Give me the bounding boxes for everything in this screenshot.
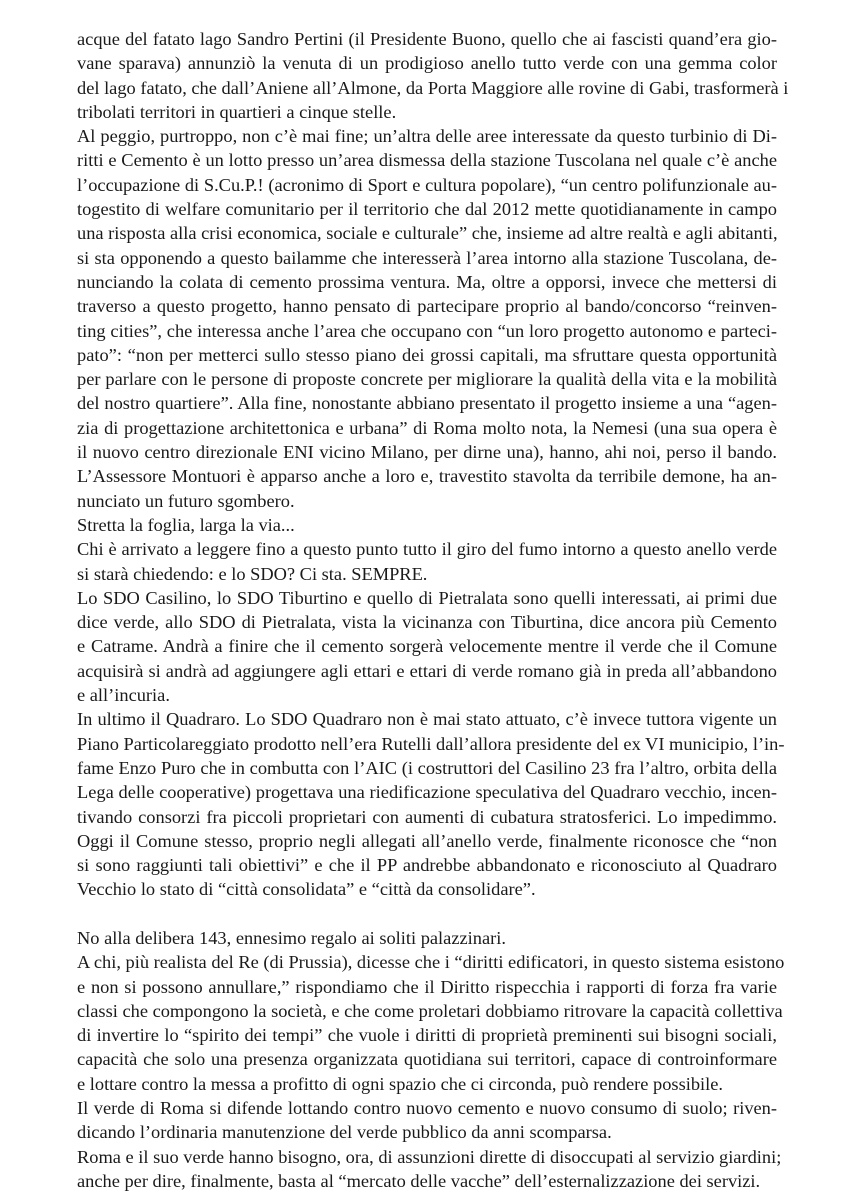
paragraph-spacer <box>77 902 777 926</box>
text-line: In ultimo il Quadraro. Lo SDO Quadraro non è mai stato attuato, c’è invece tuttora vigente un <box>77 709 777 730</box>
text-line: l’occupazione di S.Cu.P.! (acronimo di Sport e cultura popolare), “un centro polifunzionale au- <box>77 174 777 195</box>
text-line: A chi, più realista del Re (di Prussia), dicesse che i “diritti edificatori, in questo sistema esistono <box>77 952 785 973</box>
text-line: e all’incuria. <box>77 685 170 706</box>
paragraph <box>77 1096 777 1145</box>
text-line: classi che compongono la società, e che come proletari dobbiamo ritrovare la capacità collettiva <box>77 1000 783 1021</box>
text-line: capacità che solo una presenza organizzata quotidiana sui territori, capace di controinformare <box>77 1049 777 1070</box>
text-line: Roma e il suo verde hanno bisogno, ora, di assunzioni dirette di disoccupati al servizio giardini; <box>77 1146 782 1167</box>
paragraph <box>77 27 789 124</box>
text-line: Chi è arrivato a leggere fino a questo punto tutto il giro del fumo intorno a questo anello verde <box>77 539 777 560</box>
paragraph <box>77 707 785 901</box>
text-line: tivando consorzi fra piccoli proprietari con aumenti di cubatura stratosferici. Lo impedimmo. <box>77 806 777 827</box>
text-line: zia di progettazione architettonica e urbana” di Roma molto nota, la Nemesi (una sua opera è <box>77 417 777 438</box>
text-line: e non si possono annullare,” rispondiamo che il Diritto rispecchia i rapporti di forza fra varie <box>77 976 777 997</box>
text-line: Oggi il Comune stesso, proprio negli allegati all’anello verde, finalmente riconosce che “non <box>77 830 777 851</box>
text-line: Lo SDO Casilino, lo SDO Tiburtino e quello di Pietralata sono quelli interessati, ai primi due <box>77 587 777 608</box>
text-line: No alla delibera 143, ennesimo regalo ai soliti palazzinari. <box>77 927 506 948</box>
text-line: e lottare contro la messa a profitto di ogni spazio che ci circonda, può rendere possibile. <box>77 1073 724 1094</box>
text-line: acque del fatato lago Sandro Pertini (il Presidente Buono, quello che ai fascisti quand’era gio- <box>77 29 777 49</box>
document-page <box>77 27 789 1193</box>
paragraph <box>77 950 785 1096</box>
text-line: fame Enzo Puro che in combutta con l’AIC (i costruttori del Casilino 23 fra l’altro, orbita della <box>77 757 777 778</box>
text-line: Il verde di Roma si difende lottando contro nuovo cemento e nuovo consumo di suolo; riven- <box>77 1098 777 1119</box>
text-line: Al peggio, purtroppo, non c’è mai fine; un’altra delle aree interessate da questo turbinio di Di- <box>77 126 777 147</box>
text-line: nunciando la colata di cemento prossima ventura. Ma, oltre a opporsi, invece che mettersi di <box>77 271 777 292</box>
text-line: vane sparava) annunziò la venuta di un prodigioso anello tutto verde con una gemma color <box>77 53 777 74</box>
text-line: si sono raggiunti tali obiettivi” e che il PP andrebbe abbandonato e riconosciuto al Quadraro <box>77 855 777 876</box>
text-line: dice verde, allo SDO di Pietralata, vista la vicinanza con Tiburtina, dice ancora più Cemento <box>77 612 777 633</box>
text-line: il nuovo centro direzionale ENI vicino Milano, per dirne una), hanno, ahi noi, perso il bando. <box>77 442 777 463</box>
text-line: togestito di welfare comunitario per il territorio che dal 2012 mette quotidianamente in campo <box>77 199 777 220</box>
text-line: del lago fatato, che dall’Aniene all’Almone, da Porta Maggiore alle rovine di Gabi, trasformerà i <box>77 77 789 98</box>
paragraph <box>77 586 777 707</box>
text-line: ting cities”, che interessa anche l’area che occupano con “un loro progetto autonomo e parteci- <box>77 320 777 341</box>
paragraph <box>77 124 777 513</box>
text-line: del nostro quartiere”. Alla fine, nonostante abbiano presentato il progetto insieme a una “agen- <box>77 393 777 414</box>
paragraph <box>77 513 777 537</box>
text-line: per parlare con le persone di proposte concrete per migliorare la qualità della vita e la mobilità <box>77 369 777 390</box>
text-line: dicando l’ordinaria manutenzione del verde pubblico da anni scomparsa. <box>77 1122 612 1143</box>
paragraph <box>77 537 777 586</box>
text-line: acquisirà si andrà ad aggiungere agli ettari e ettari di verde romano già in preda all’abbandono <box>77 660 777 681</box>
text-line: ritti e Cemento è un lotto presso un’area dismessa della stazione Tuscolana nel quale c’è anche <box>77 150 777 171</box>
text-line: pato”: “non per metterci sullo stesso piano dei grossi capitali, ma sfruttare questa opportunità <box>77 344 777 365</box>
text-line: Stretta la foglia, larga la via... <box>77 514 295 535</box>
text-line: Lega delle cooperative) progettava una riedificazione speculativa del Quadraro vecchio, incen- <box>77 782 777 803</box>
text-line: di invertire lo “spirito dei tempi” che vuole i diritti di proprietà preminenti sui bisogni sociali, <box>77 1025 777 1046</box>
text-line: tribolati territori in quartieri a cinque stelle. <box>77 101 397 122</box>
text-line: si sta opponendo a questo bailamme che interesserà l’area intorno alla stazione Tuscolana, de- <box>77 247 777 268</box>
text-line: Vecchio lo stato di “città consolidata” e “città da consolidare”. <box>77 879 536 900</box>
paragraph <box>77 926 777 950</box>
text-line: L’Assessore Montuori è apparso anche a loro e, travestito stavolta da terribile demone, ha an- <box>77 466 777 487</box>
text-line: si starà chiedendo: e lo SDO? Ci sta. SEMPRE. <box>77 563 428 584</box>
text-line: una risposta alla crisi economica, sociale e culturale” che, insieme ad altre realtà e agli abitanti, <box>77 223 778 244</box>
text-line: e Catrame. Andrà a finire che il cemento sorgerà velocemente mentre il verde che il Comune <box>77 636 777 657</box>
text-line: nunciato un futuro sgombero. <box>77 490 295 511</box>
text-line: traverso a questo progetto, hanno pensato di partecipare proprio al bando/concorso “reinven- <box>77 296 777 317</box>
paragraph <box>77 1145 782 1194</box>
text-line: anche per dire, finalmente, basta al “mercato delle vacche” dell’esternalizzazione dei servizi. <box>77 1170 761 1191</box>
text-line: Piano Particolareggiato prodotto nell’era Rutelli dall’allora presidente del ex VI municipio, l’in- <box>77 733 785 754</box>
